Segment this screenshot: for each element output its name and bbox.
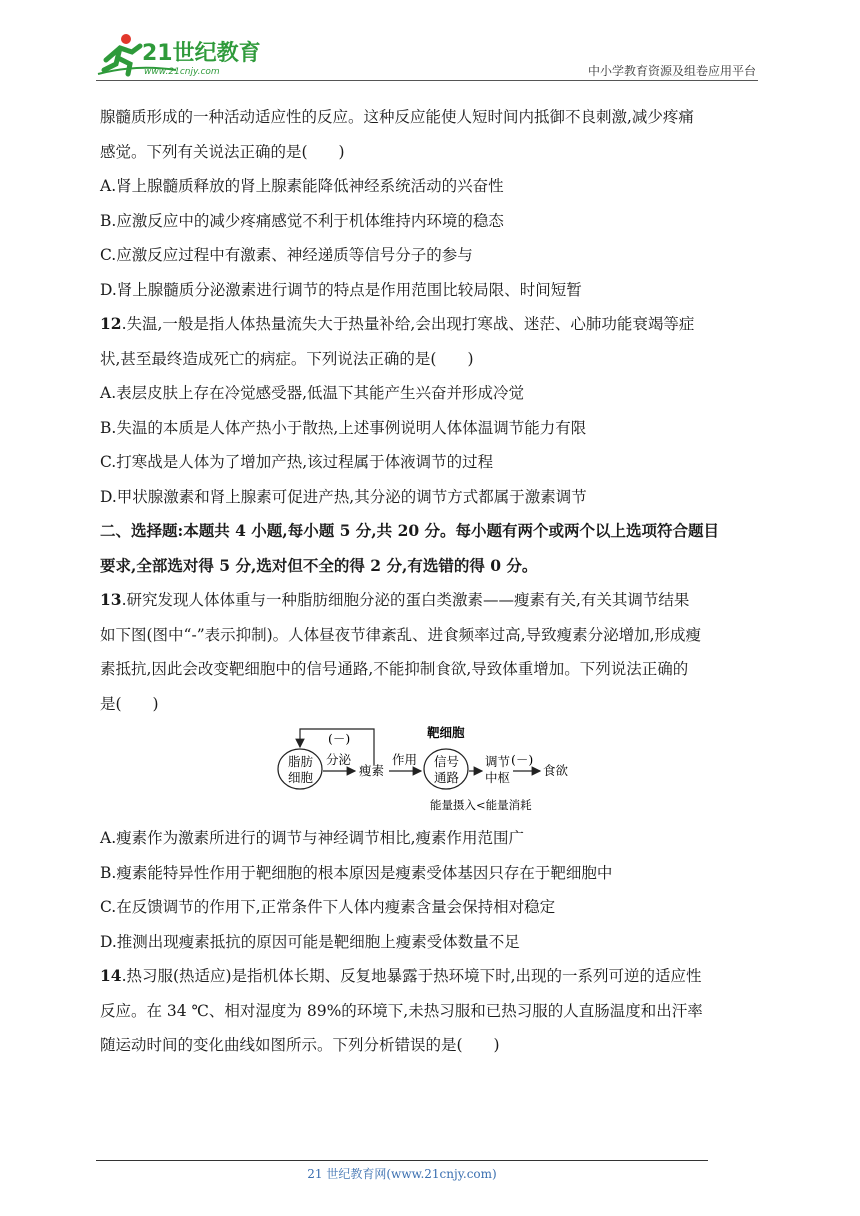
leptin-regulation-diagram (100, 723, 764, 821)
q13-stem-line3: 素抵抗,因此会改变靶细胞中的信号通路,不能抑制食欲,导致体重增加。下列说法正确的 (100, 660, 689, 678)
q14-stem-line1 (100, 959, 764, 994)
q12-stem-line2: 状,甚至最终造成死亡的病症。下列说法正确的是( ) (100, 349, 474, 368)
logo-21cnjy (96, 30, 266, 78)
energy-label: 能量摄入<能量消耗 (430, 798, 532, 812)
header-divider (96, 80, 758, 81)
center-label-1: 调节 (485, 754, 511, 769)
secrete-label: 分泌 (326, 752, 352, 767)
document-body (100, 100, 764, 1063)
q14-number: 14 (100, 966, 122, 985)
q11-option-c: C.应激反应过程中有激素、神经递质等信号分子的参与 (100, 246, 473, 264)
q13-stem-line2: 如下图(图中“-”表示抑制)。人体昼夜节律紊乱、进食频率过高,导致瘦素分泌增加,形成瘦 (100, 625, 702, 644)
q12-option-d: D.甲状腺激素和肾上腺素可促进产热,其分泌的调节方式都属于激素调节 (100, 487, 587, 506)
q11-option-a: A.肾上腺髓质释放的肾上腺素能降低神经系统活动的兴奋性 (100, 177, 504, 195)
q12-stem-line1 (100, 307, 764, 342)
logo-text: 21世纪教育 (142, 41, 261, 66)
fat-cell-label-2: 细胞 (288, 770, 314, 785)
q11-option-b: B.应激反应中的减少疼痛感觉不利于机体维持内环境的稳态 (100, 211, 504, 230)
center-label-2: 中枢 (485, 770, 511, 785)
section2-heading-line2: 要求,全部选对得 5 分,选对但不全的得 2 分,有选错的得 0 分。 (100, 555, 538, 575)
q11-stem-line1: 腺髓质形成的一种活动适应性的反应。这种反应能使人短时间内抵御不良刺激,减少疼痛 (100, 108, 694, 126)
leptin-label: 瘦素 (359, 763, 385, 778)
fat-cell-label-1: 脂肪 (288, 754, 314, 769)
q13-option-a: A.瘦素作为激素所进行的调节与神经调节相比,瘦素作用范围广 (100, 829, 525, 847)
act-label: 作用 (392, 752, 418, 767)
q11-option-d: D.肾上腺髓质分泌激素进行调节的特点是作用范围比较局限、时间短暂 (100, 280, 582, 299)
section2-heading-line1: 二、选择题:本题共 4 小题,每小题 5 分,共 20 分。每小题有两个或两个以上选项符合题目 (100, 521, 720, 540)
platform-name: 中小学教育资源及组卷应用平台 (587, 64, 756, 78)
q12-option-b: B.失温的本质是人体产热小于散热,上述事例说明人体体温调节能力有限 (100, 418, 587, 437)
logo-url: www.21cnjy.com (144, 67, 220, 77)
signal-label-2: 通路 (434, 770, 460, 785)
q12-option-a: A.表层皮肤上存在冷觉感受器,低温下其能产生兴奋并形成冷觉 (100, 384, 525, 402)
q12-number: 12 (100, 314, 122, 333)
page-header (96, 30, 758, 82)
q13-option-c: C.在反馈调节的作用下,正常条件下人体内瘦素含量会保持相对稳定 (100, 898, 556, 916)
appetite-label: 食欲 (543, 763, 569, 778)
center-inhibit-label: (－) (511, 752, 534, 767)
feedback-inhibit-label: (－) (328, 731, 351, 746)
q13-option-b: B.瘦素能特异性作用于靶细胞的根本原因是瘦素受体基因只存在于靶细胞中 (100, 863, 613, 882)
q14-stem-text: .热习服(热适应)是指机体长期、反复地暴露于热环境下时,出现的一系列可逆的适应性 (121, 967, 702, 985)
q13-option-d: D.推测出现瘦素抵抗的原因可能是靶细胞上瘦素受体数量不足 (100, 932, 520, 951)
q13-stem-line4: 是( ) (100, 694, 159, 713)
q13-number: 13 (100, 590, 122, 609)
signal-label-1: 信号 (434, 754, 460, 769)
q12-stem-text: .失温,一般是指人体热量流失大于热量补给,会出现打寒战、迷茫、心肺功能衰竭等症 (121, 315, 695, 333)
target-cell-label: 靶细胞 (427, 725, 465, 740)
q12-option-c: C.打寒战是人体为了增加产热,该过程属于体液调节的过程 (100, 453, 494, 471)
footer-text: 21 世纪教育网(www.21cnjy.com) (307, 1167, 497, 1181)
q11-stem-line2: 感觉。下列有关说法正确的是( ) (100, 142, 345, 161)
q13-stem-text: .研究发现人体体重与一种脂肪细胞分泌的蛋白类激素——瘦素有关,有关其调节结果 (121, 591, 690, 609)
q14-stem-line2: 反应。在 34 ℃、相对湿度为 89%的环境下,未热习服和已热习服的人直肠温度和出汗率 (100, 1001, 703, 1020)
q14-stem-line3: 随运动时间的变化曲线如图所示。下列分析错误的是( ) (100, 1036, 500, 1054)
footer-divider (96, 1160, 708, 1161)
q13-stem-line1 (100, 583, 764, 618)
